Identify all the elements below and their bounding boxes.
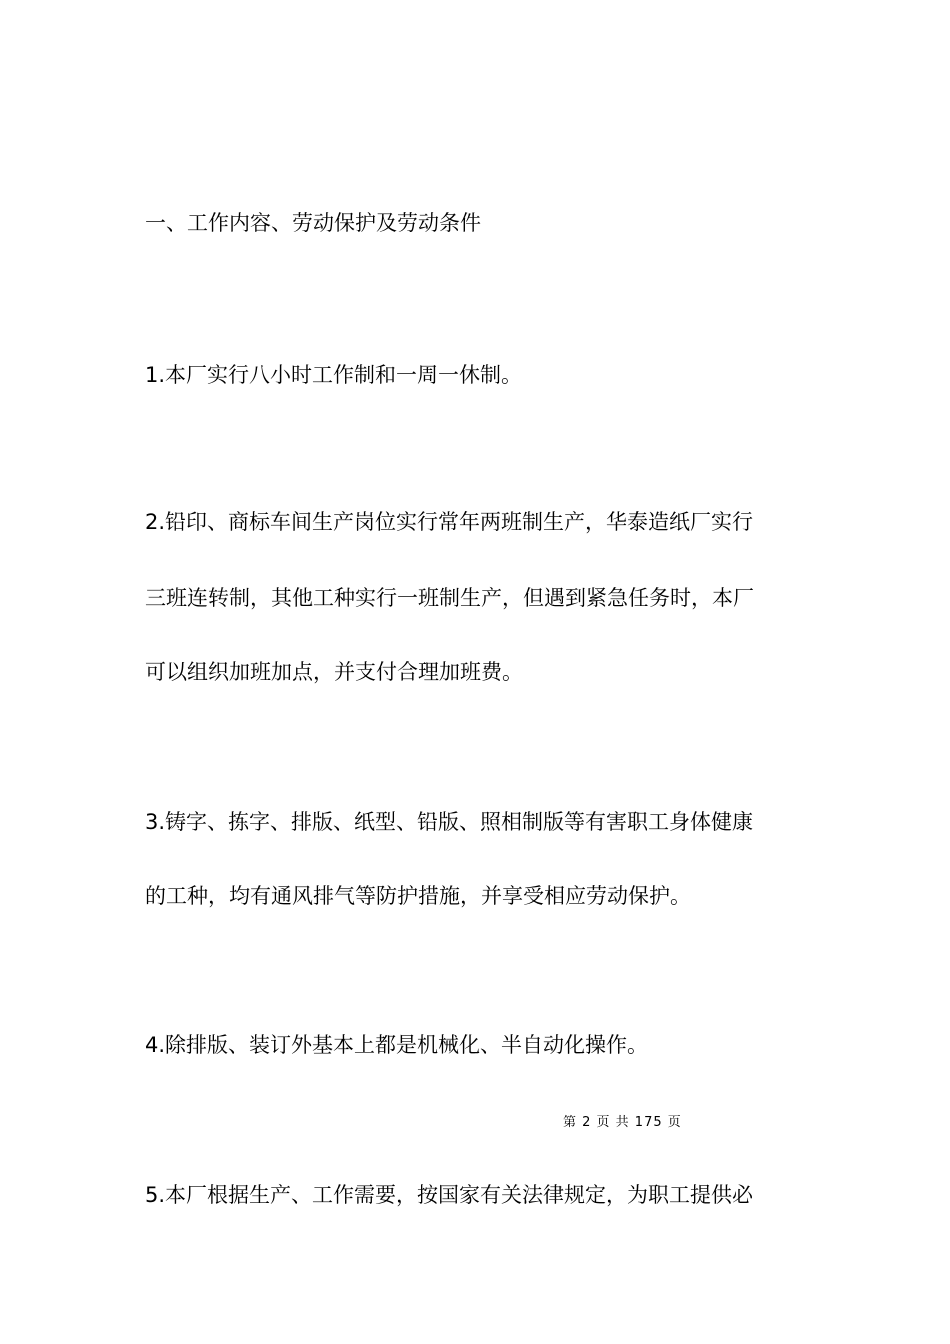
page-footer: 第 2 页 共 175 页 <box>563 1115 682 1130</box>
section-heading: 一、工作内容、劳动保护及劳动条件 <box>145 211 481 235</box>
clause-1: 1.本厂实行八小时工作制和一周一休制。 <box>145 363 523 387</box>
clause-2-line-3: 可以组织加班加点，并支付合理加班费。 <box>145 660 523 684</box>
clause-3-line-1: 3.铸字、拣字、排版、纸型、铅版、照相制版等有害职工身体健康 <box>145 810 754 834</box>
clause-2-line-1: 2.铅印、商标车间生产岗位实行常年两班制生产，华泰造纸厂实行 <box>145 510 754 534</box>
clause-4: 4.除排版、装订外基本上都是机械化、半自动化操作。 <box>145 1033 649 1057</box>
clause-2-line-2: 三班连转制，其他工种实行一班制生产，但遇到紧急任务时，本厂 <box>145 586 754 610</box>
clause-3-line-2: 的工种，均有通风排气等防护措施，并享受相应劳动保护。 <box>145 884 691 908</box>
clause-5-line-1: 5.本厂根据生产、工作需要，按国家有关法律规定，为职工提供必 <box>145 1183 754 1207</box>
